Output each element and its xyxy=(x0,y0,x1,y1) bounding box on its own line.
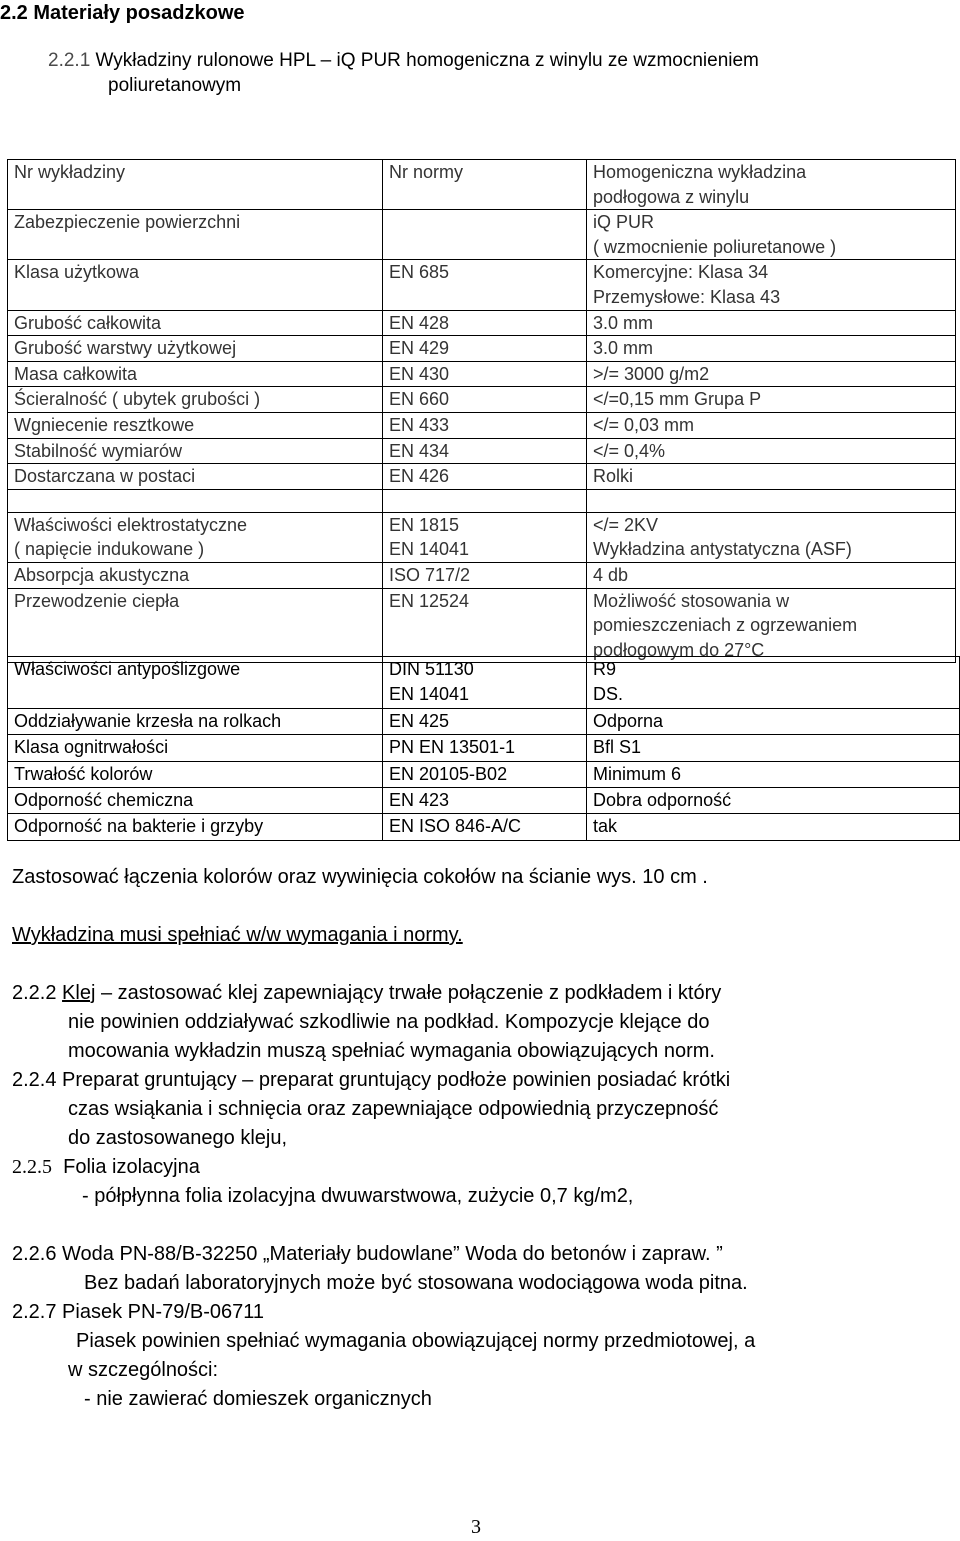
table-cell: Odporna xyxy=(587,708,960,734)
subsection-title-line1: Wykładziny rulonowe HPL – iQ PUR homogeniczna z winylu ze wzmocnieniem xyxy=(90,50,759,71)
adhesive-head: Klej xyxy=(62,982,96,1004)
foil-line-head xyxy=(12,1156,200,1179)
primer-line1: 2.2.4 Preparat gruntujący – preparat gruntujący podłoże powinien posiadać krótki xyxy=(12,1069,731,1091)
table-cell: Rolki xyxy=(587,464,956,490)
table-row xyxy=(8,512,956,562)
table-row xyxy=(8,260,956,310)
table-cell: Możliwość stosowania w pomieszczeniach z ogrzewaniem podłogowym do 27°C xyxy=(587,588,956,663)
adhesive-line2: nie powinien oddziaływać szkodliwie na podkład. Kompozycje klejące do xyxy=(68,1011,710,1033)
table-cell: 4 db xyxy=(587,562,956,588)
table-cell: Minimum 6 xyxy=(587,761,960,787)
table-cell: EN 423 xyxy=(383,788,587,814)
table-cell: EN 434 xyxy=(383,438,587,464)
table-row xyxy=(8,761,960,787)
table-cell: EN 433 xyxy=(383,412,587,438)
table-cell: EN 429 xyxy=(383,336,587,362)
primer-line2: czas wsiąkania i schnięcia oraz zapewniające odpowiednią przyczepność xyxy=(68,1098,719,1120)
adhesive-number: 2.2.2 xyxy=(12,982,63,1004)
sand-line4: - nie zawierać domieszek organicznych xyxy=(84,1388,432,1410)
table-row xyxy=(8,708,960,734)
table-cell: EN 12524 xyxy=(383,588,587,663)
table-cell: tak xyxy=(587,814,960,840)
table-cell: Absorpcja akustyczna xyxy=(8,562,383,588)
subsection-number: 2.2.1 xyxy=(48,50,91,71)
table-cell: Nr wykładziny xyxy=(8,160,383,210)
table-row xyxy=(8,489,956,512)
spec-table-1 xyxy=(7,159,956,663)
table-cell: 3.0 mm xyxy=(587,336,956,362)
table-cell: Grubość warstwy użytkowej xyxy=(8,336,383,362)
table-row xyxy=(8,210,956,260)
table-cell: </= 0,4% xyxy=(587,438,956,464)
table-cell: Właściwości antypoślizgowe xyxy=(8,657,383,709)
table-row xyxy=(8,657,960,709)
table-cell: EN 20105-B02 xyxy=(383,761,587,787)
table-cell xyxy=(8,489,383,512)
table-row xyxy=(8,160,956,210)
table-row xyxy=(8,310,956,336)
foil-number: 2.2.5 xyxy=(12,1156,52,1178)
table-cell: </= 2KV Wykładzina antystatyczna (ASF) xyxy=(587,512,956,562)
table-cell: EN 1815 EN 14041 xyxy=(383,512,587,562)
table-row xyxy=(8,361,956,387)
table-cell: Klasa ognitrwałości xyxy=(8,735,383,761)
table-cell: Dobra odporność xyxy=(587,788,960,814)
subsection-title xyxy=(48,48,948,98)
table-cell: EN 660 xyxy=(383,387,587,413)
table-cell: Bfl S1 xyxy=(587,735,960,761)
table-cell: iQ PUR ( wzmocnienie poliuretanowe ) xyxy=(587,210,956,260)
table-row xyxy=(8,562,956,588)
note-colors: Zastosować łączenia kolorów oraz wywinięcia cokołów na ścianie wys. 10 cm . xyxy=(12,866,708,888)
water-line1: 2.2.6 Woda PN-88/B-32250 „Materiały budowlane” Woda do betonów i zapraw. ” xyxy=(12,1243,723,1265)
table-cell: Stabilność wymiarów xyxy=(8,438,383,464)
sand-line3: w szczególności: xyxy=(68,1359,219,1381)
sand-line2: Piasek powinien spełniać wymagania obowiązującej normy przedmiotowej, a xyxy=(76,1330,756,1352)
foil-line1: - półpłynna folia izolacyjna dwuwarstwowa, zużycie 0,7 kg/m2, xyxy=(82,1185,634,1207)
table-row xyxy=(8,412,956,438)
table-cell: Homogeniczna wykładzina podłogowa z winylu xyxy=(587,160,956,210)
table-cell: EN 425 xyxy=(383,708,587,734)
table-row xyxy=(8,814,960,840)
table-cell: Komercyjne: Klasa 34 Przemysłowe: Klasa 43 xyxy=(587,260,956,310)
table-cell: ISO 717/2 xyxy=(383,562,587,588)
table-cell: Grubość całkowita xyxy=(8,310,383,336)
table-cell: DIN 51130 EN 14041 xyxy=(383,657,587,709)
table-cell: >/= 3000 g/m2 xyxy=(587,361,956,387)
table-cell: Wgniecenie resztkowe xyxy=(8,412,383,438)
table-cell: Nr normy xyxy=(383,160,587,210)
table-cell: Klasa użytkowa xyxy=(8,260,383,310)
table-row xyxy=(8,438,956,464)
spec-table-2 xyxy=(7,656,960,841)
table-cell: EN 426 xyxy=(383,464,587,490)
table-cell: Trwałość kolorów xyxy=(8,761,383,787)
table-cell xyxy=(383,489,587,512)
primer-line3: do zastosowanego kleju, xyxy=(68,1127,288,1149)
table-cell: Odporność na bakterie i grzyby xyxy=(8,814,383,840)
foil-head: Folia izolacyjna xyxy=(52,1156,200,1178)
table-cell: R9 DS. xyxy=(587,657,960,709)
table-cell: Dostarczana w postaci xyxy=(8,464,383,490)
table-cell: EN 430 xyxy=(383,361,587,387)
subsection-title-line2: poliuretanowym xyxy=(108,75,242,96)
adhesive-text: – zastosować klej zapewniający trwałe połączenie z podkładem i który xyxy=(95,982,722,1004)
table-cell: EN ISO 846-A/C xyxy=(383,814,587,840)
adhesive-line1 xyxy=(12,982,721,1005)
table-row xyxy=(8,588,956,663)
table-row xyxy=(8,336,956,362)
section-title: 2.2 Materiały posadzkowe xyxy=(0,2,245,24)
table-cell: 3.0 mm xyxy=(587,310,956,336)
table-cell: </=0,15 mm Grupa P xyxy=(587,387,956,413)
table-row xyxy=(8,387,956,413)
table-row xyxy=(8,464,956,490)
table-cell: PN EN 13501-1 xyxy=(383,735,587,761)
sand-line1: 2.2.7 Piasek PN-79/B-06711 xyxy=(12,1301,265,1323)
table-cell: Właściwości elektrostatyczne ( napięcie indukowane ) xyxy=(8,512,383,562)
water-line2: Bez badań laboratoryjnych może być stosowana wodociągowa woda pitna. xyxy=(84,1272,748,1294)
table-cell: </= 0,03 mm xyxy=(587,412,956,438)
table-cell: Przewodzenie ciepła xyxy=(8,588,383,663)
table-cell: Ścieralność ( ubytek grubości ) xyxy=(8,387,383,413)
table-cell: Masa całkowita xyxy=(8,361,383,387)
table-row xyxy=(8,788,960,814)
note-requirements: Wykładzina musi spełniać w/w wymagania i normy. xyxy=(12,924,463,946)
table-cell: EN 685 xyxy=(383,260,587,310)
table-cell: EN 428 xyxy=(383,310,587,336)
table-cell xyxy=(383,210,587,260)
adhesive-line3: mocowania wykładzin muszą spełniać wymagania obowiązujących norm. xyxy=(68,1040,715,1062)
table-cell: Zabezpieczenie powierzchni xyxy=(8,210,383,260)
table-cell: Oddziaływanie krzesła na rolkach xyxy=(8,708,383,734)
table-cell xyxy=(587,489,956,512)
page-number: 3 xyxy=(471,1516,481,1538)
table-cell: Odporność chemiczna xyxy=(8,788,383,814)
table-row xyxy=(8,735,960,761)
